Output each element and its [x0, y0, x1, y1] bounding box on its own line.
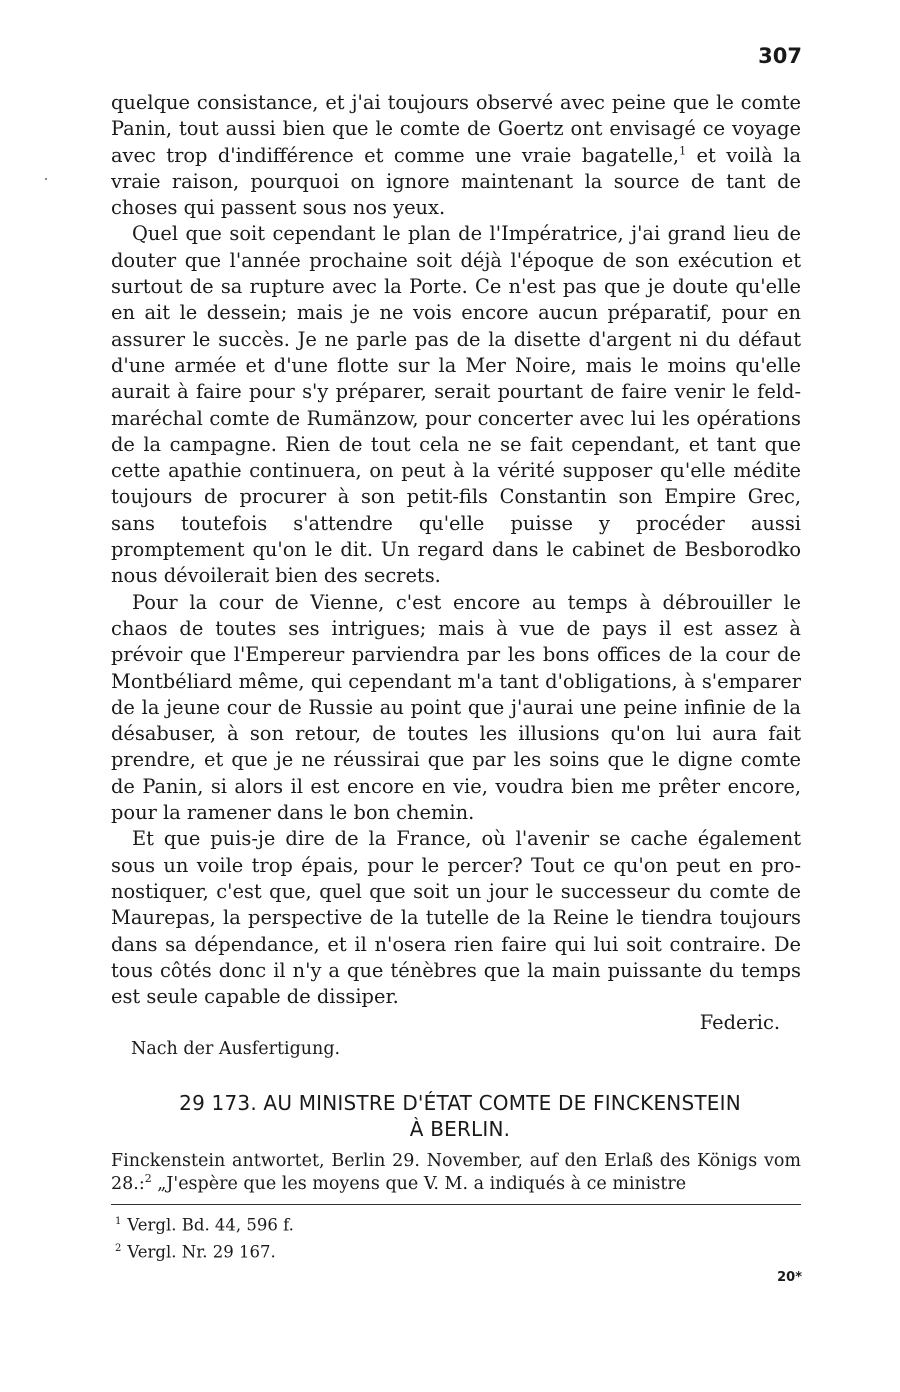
footnote-mark: 2: [115, 1242, 122, 1254]
intro-text: Finckenstein antwortet, Berlin 29. November, auf den Erlaß des Königs vom 28.:: [111, 1151, 801, 1194]
paragraph-1: [111, 90, 801, 221]
paragraph-1-text: quelque consistance, et j'ai toujours observé avec peine que le comte Panin, tout aussi bien que le comte de Goertz ont envisagé ce voyage avec trop d'indifférence et comme une vraie bagatelle,: [111, 91, 801, 167]
footnote-text: Vergl. Nr. 29 167.: [127, 1242, 276, 1261]
footnote-2: [115, 1237, 294, 1264]
heading-line-2: À BERLIN.: [409, 1117, 511, 1141]
paragraph-3: Pour la cour de Vienne, c'est encore au temps à débrouiller le chaos de toutes ses intrigues; mais à vue de pays il est assez à prévoir que l'Empereur parviendra par les bons offices de la cour de Montbéliard même, qui cependant m'a tant d'obligations, à s'emparer de la jeune cour de Russie au point que j'aurai une peine infinie de la désabuser, à son retour, de toutes les illusions qu'on lui aura fait prendre, et que je ne réussirai que par les soins que le digne comte de Panin, si alors il est encore en vie, voudra bien me prêter encore, pour la ramener dans le bon chemin.: [111, 590, 801, 825]
intro-text-cont: „J'espère que les moyens que V. M. a indiqués à ce ministre: [151, 1174, 687, 1194]
heading-line-1: 29 173. AU MINISTRE D'ÉTAT COMTE DE FINCKENSTEIN: [179, 1091, 741, 1115]
paragraph-4: Et que puis-je dire de la France, où l'avenir se cache également sous un voile trop épais, pour le percer? Tout ce qu'on peut en pronostiquer, c'est que, quel que soit un jour le successeur du comte de Maurepas, la perspective de la tutelle de la Reine le tiendra toujours dans sa dépendance, et il n'osera rien faire qui lui soit contraire. De tous côtés donc il n'y a que ténèbres que la main puissante du temps est seule capable de dissiper.: [111, 827, 801, 1009]
footnote-text: Vergl. Bd. 44, 596 f.: [127, 1215, 294, 1235]
footnote-divider: [111, 1204, 801, 1205]
footnote-ref-2[interactable]: 2: [144, 1172, 152, 1186]
signature: Federic.: [699, 1011, 780, 1034]
footnote-1: [115, 1210, 294, 1237]
footnote-ref-1[interactable]: 1: [679, 144, 687, 158]
page-number: 307: [758, 44, 802, 68]
section-heading: [100, 1090, 820, 1142]
letter-body: [111, 90, 801, 1010]
source-note: Nach der Ausfertigung.: [131, 1039, 341, 1059]
intro-paragraph: [111, 1150, 801, 1196]
scan-speck: [45, 178, 47, 180]
paragraph-2: Quel que soit cependant le plan de l'Impératrice, j'ai grand lieu de douter que l'année prochaine soit déjà l'époque de son exécution et surtout de sa rupture avec la Porte. Ce n'est pas que je doute qu'elle en ait le dessein; mais je ne vois encore aucun préparatif, pour en assurer le succès. Je ne parle pas de la disette d'argent ni du défaut d'une armée et d'une flotte sur la Mer Noire, mais le moins qu'elle aurait à faire pour s'y préparer, serait pourtant de faire venir le feldmaréchal comte de Rumänzow, pour concerter avec lui les opérations de la campagne. Rien de tout cela ne se fait cependant, et tant que cette apathie continuera, on peut à la vérité supposer qu'elle médite toujours de procurer à son petit-fils Constantin son Empire Grec, sans toutefois s'attendre qu'elle puisse y procéder aussi promptement qu'on le dit. Un regard dans le cabinet de Besborodko nous dévoilerait bien des secrets.: [111, 222, 801, 588]
footnote-mark: 1: [115, 1216, 122, 1227]
paragraph-1-text-cont: et voilà la vraie raison, pourquoi on ignore maintenant la source de tant de choses qui passent sous nos yeux.: [111, 143, 801, 220]
footnotes: [115, 1210, 294, 1263]
printer-signature-mark: 20*: [777, 1270, 802, 1285]
